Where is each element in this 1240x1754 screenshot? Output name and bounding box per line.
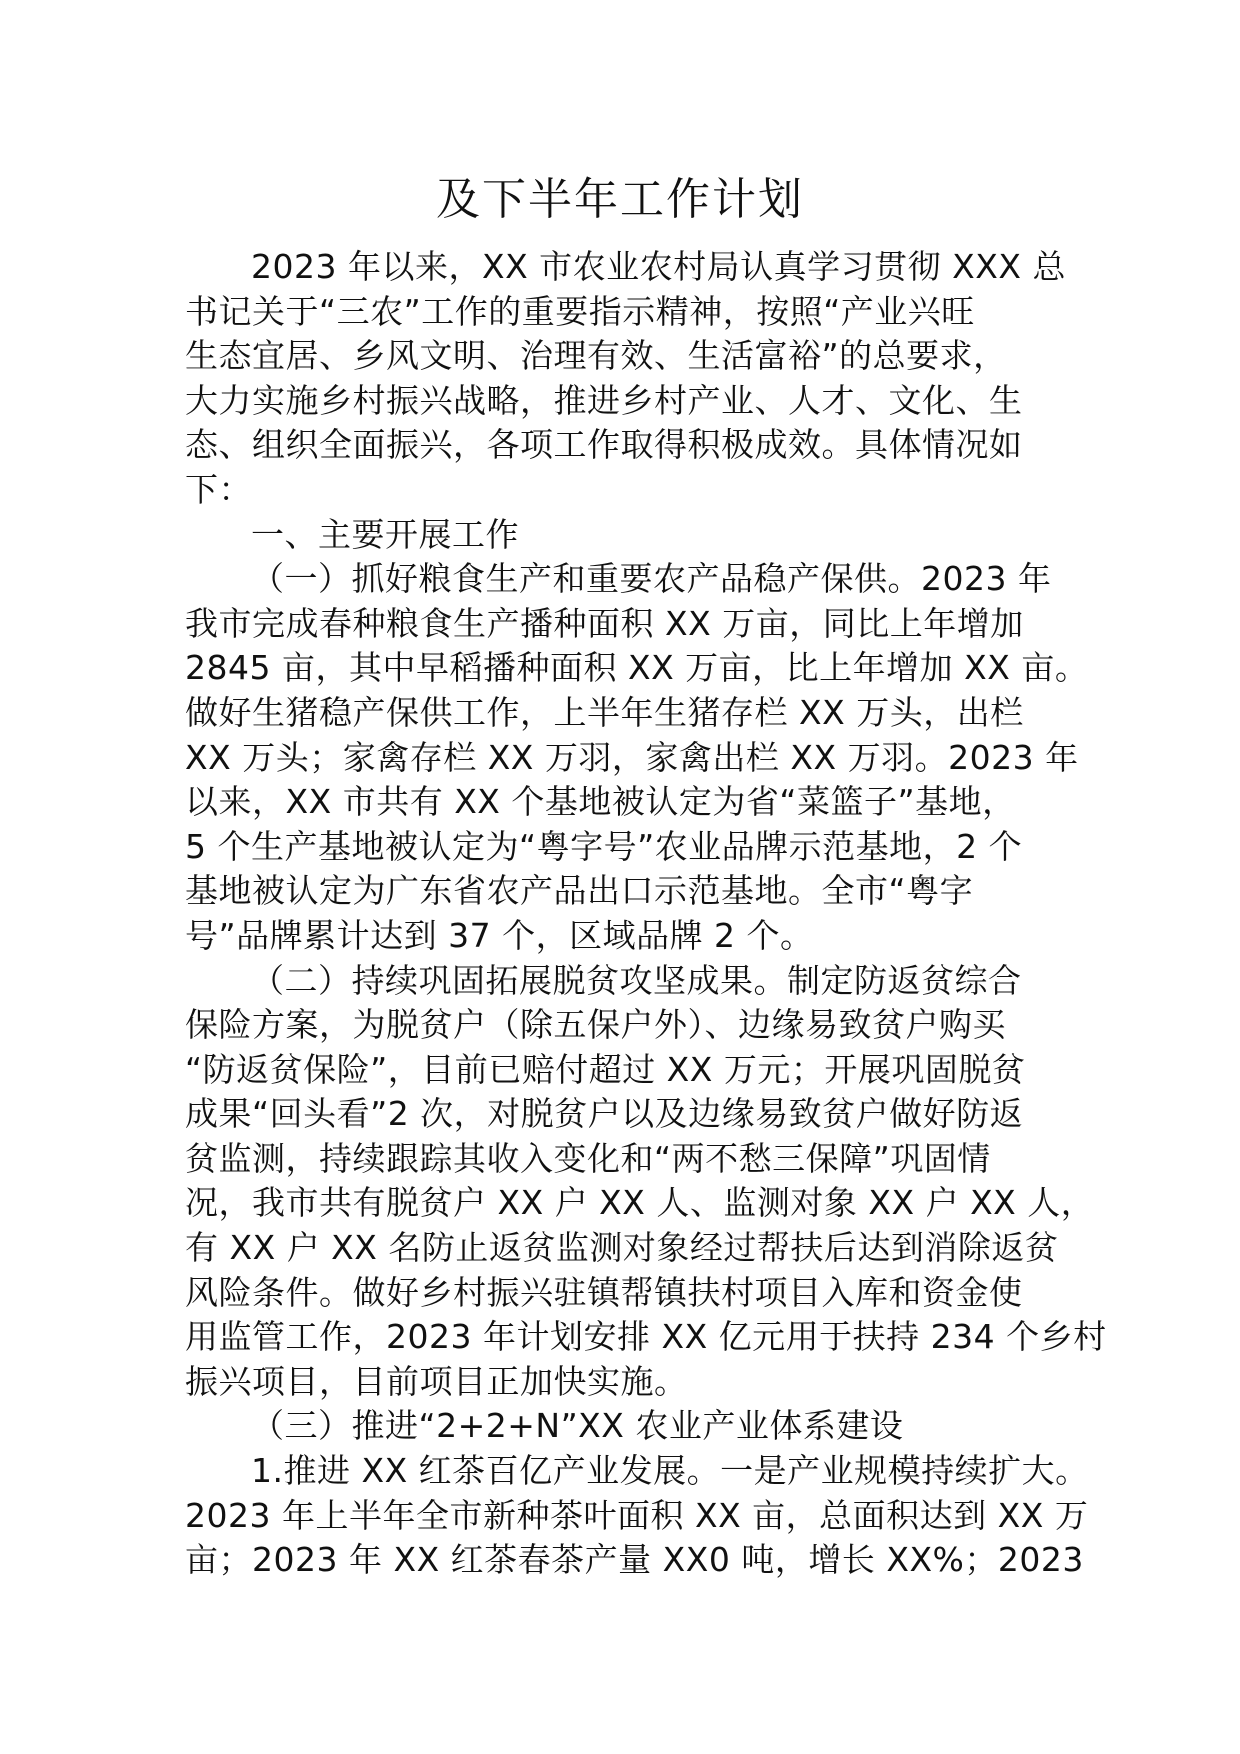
text-line: 基地被认定为广东省农产品出口示范基地。全市“粤字	[185, 871, 974, 911]
text-line: 5 个生产基地被认定为“粤字号”农业品牌示范基地，2 个	[185, 826, 1023, 866]
text-line: 2023 年上半年全市新种茶叶面积 XX 亩，总面积达到 XX 万	[185, 1495, 1089, 1535]
text-line: 2845 亩，其中早稻播种面积 XX 万亩，比上年增加 XX 亩。	[185, 648, 1089, 688]
text-line: 下：	[185, 469, 252, 509]
text-line: 书记关于“三农”工作的重要指示精神，按照“产业兴旺	[185, 291, 975, 331]
text-line: 贫监测，持续跟踪其收入变化和“两不愁三保障”巩固情	[185, 1138, 991, 1178]
text-line: （二）持续巩固拓展脱贫攻坚成果。制定防返贫综合	[251, 960, 1022, 1000]
text-line: 2023 年以来，XX 市农业农村局认真学习贯彻 XXX 总	[251, 247, 1066, 286]
text-line: 振兴项目，目前项目正加快实施。	[185, 1361, 688, 1401]
text-line: 亩；2023 年 XX 红茶春茶产量 XX0 吨，增长 XX%；2023	[185, 1540, 1084, 1580]
text-line: 态、组织全面振兴，各项工作取得积极成效。具体情况如	[185, 425, 1023, 465]
text-line: 做好生猪稳产保供工作，上半年生猪存栏 XX 万头，出栏	[185, 692, 1024, 732]
text-line: 我市完成春种粮食生产播种面积 XX 万亩，同比上年增加	[185, 603, 1024, 643]
text-line: 风险条件。做好乡村振兴驻镇帮镇扶村项目入库和资金使	[185, 1272, 1023, 1312]
text-line: 一、主要开展工作	[251, 514, 519, 554]
document-title: 及下半年工作计划	[436, 174, 804, 225]
document-body	[185, 245, 1115, 1583]
text-line: 况，我市共有脱贫户 XX 户 XX 人、监测对象 XX 户 XX 人，	[185, 1183, 1095, 1223]
text-line: 1.推进 XX 红茶百亿产业发展。一是产业规模持续扩大。	[251, 1451, 1089, 1491]
text-line: 号”品牌累计达到 37 个，区域品牌 2 个。	[185, 915, 814, 955]
text-line: XX 万头；家禽存栏 XX 万羽，家禽出栏 XX 万羽。2023 年	[185, 737, 1079, 777]
text-line: （三）推进“2+2+N”XX 农业产业体系建设	[251, 1406, 904, 1446]
text-line: 有 XX 户 XX 名防止返贫监测对象经过帮扶后达到消除返贫	[185, 1228, 1059, 1268]
text-line: 保险方案，为脱贫户（除五保户外）、边缘易致贫户购买	[185, 1005, 1006, 1045]
text-line: （一）抓好粮食生产和重要农产品稳产保供。2023 年	[251, 559, 1052, 599]
text-line: 生态宜居、乡风文明、治理有效、生活富裕”的总要求，	[185, 336, 1007, 376]
text-line: 以来，XX 市共有 XX 个基地被认定为省“菜篮子”基地，	[185, 782, 1016, 822]
text-line: 成果“回头看”2 次，对脱贫户以及边缘易致贫户做好防返	[185, 1094, 1024, 1134]
text-line: 用监管工作，2023 年计划安排 XX 亿元用于扶持 234 个乡村	[185, 1317, 1107, 1357]
text-line: “防返贫保险”，目前已赔付超过 XX 万元；开展巩固脱贫	[185, 1049, 1026, 1089]
text-line: 大力实施乡村振兴战略，推进乡村产业、人才、文化、生	[185, 380, 1023, 420]
